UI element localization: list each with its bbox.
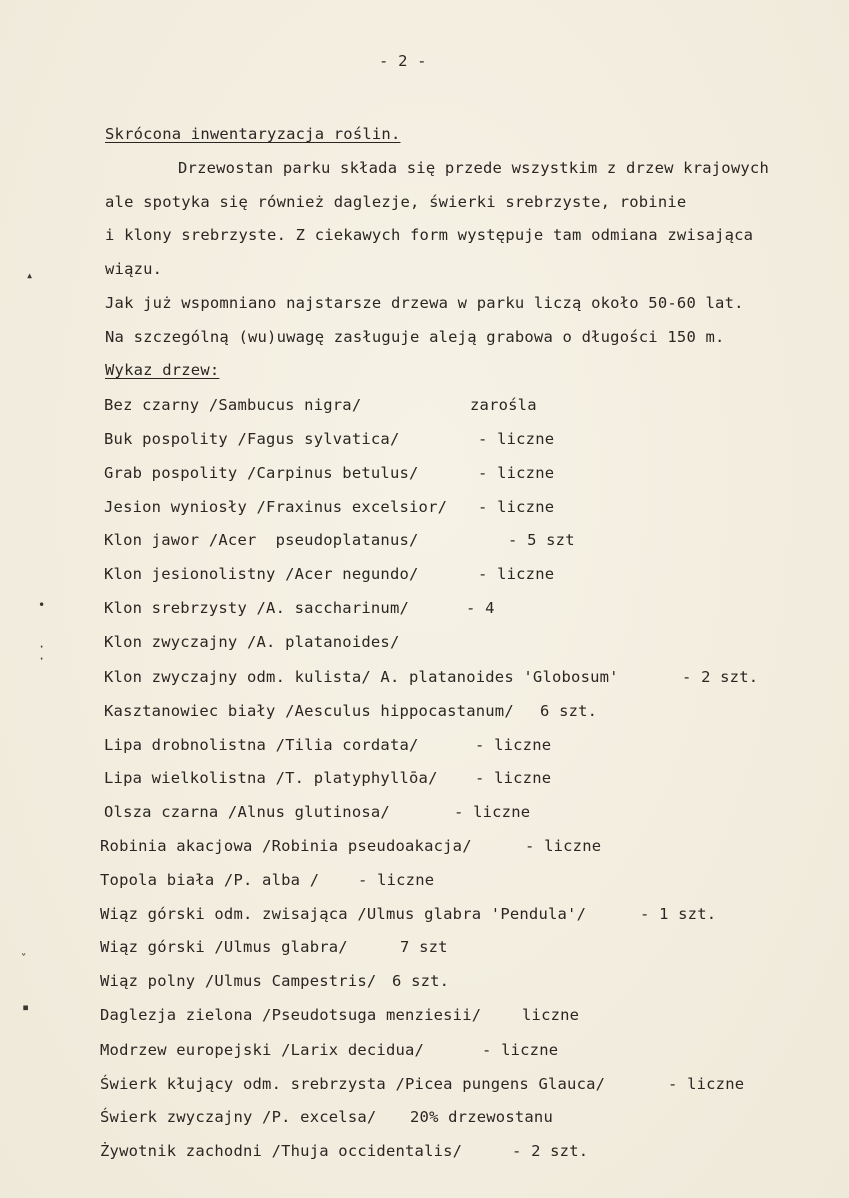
tree-name: Jesion wyniosły /Fraxinus excelsior/ bbox=[104, 498, 448, 516]
tree-note: - liczne bbox=[482, 1041, 559, 1059]
tree-name: Olsza czarna /Alnus glutinosa/ bbox=[104, 803, 390, 821]
margin-mark: ˇ bbox=[20, 952, 28, 966]
tree-note: - liczne bbox=[668, 1075, 745, 1093]
tree-name: Klon jesionolistny /Acer negundo/ bbox=[104, 565, 419, 583]
tree-note: - liczne bbox=[358, 871, 435, 889]
tree-name: Lipa wielkolistna /T. platyphyllōa/ bbox=[104, 769, 438, 787]
tree-name: Kasztanowiec biały /Aesculus hippocastanum/ bbox=[104, 702, 514, 720]
tree-name: Klon zwyczajny odm. kulista/ A. platanoides 'Globosum' bbox=[104, 668, 619, 686]
tree-note: - 2 szt. bbox=[682, 668, 759, 686]
page-number: - 2 - bbox=[379, 52, 427, 70]
tree-name: Klon jawor /Acer pseudoplatanus/ bbox=[104, 531, 419, 549]
tree-note: - 2 szt. bbox=[512, 1142, 589, 1160]
tree-name: Grab pospolity /Carpinus betulus/ bbox=[104, 464, 419, 482]
margin-mark: ▪ bbox=[22, 1000, 30, 1014]
intro-line: Drzewostan parku składa się przede wszystkim z drzew krajowych bbox=[178, 159, 769, 177]
tree-note: - liczne bbox=[478, 565, 555, 583]
intro-line: wiązu. bbox=[105, 260, 163, 278]
intro-line: Na szczególną (wu)uwagę zasługuje aleją grabowa o długości 150 m. bbox=[105, 328, 725, 346]
tree-note: liczne bbox=[522, 1006, 580, 1024]
tree-note: 20% drzewostanu bbox=[410, 1108, 553, 1126]
margin-mark: · bbox=[38, 652, 46, 666]
tree-name: Klon srebrzysty /A. saccharinum/ bbox=[104, 599, 410, 617]
tree-note: - liczne bbox=[478, 464, 555, 482]
tree-name: Topola biała /P. alba / bbox=[100, 871, 320, 889]
tree-note: - liczne bbox=[475, 736, 552, 754]
tree-note: - 4 bbox=[466, 599, 495, 617]
intro-line: ale spotyka się również daglezje, świerki srebrzyste, robinie bbox=[105, 193, 687, 211]
tree-name: Klon zwyczajny /A. platanoides/ bbox=[104, 633, 400, 651]
tree-note: 6 szt. bbox=[392, 972, 450, 990]
tree-note: - liczne bbox=[478, 498, 555, 516]
tree-name: Wiąz górski odm. zwisająca /Ulmus glabra 'Pendula'/ bbox=[100, 905, 587, 923]
tree-note: - liczne bbox=[525, 837, 602, 855]
tree-name: Bez czarny /Sambucus nigra/ bbox=[104, 396, 362, 414]
tree-note: - 1 szt. bbox=[640, 905, 717, 923]
tree-note: - liczne bbox=[478, 430, 555, 448]
list-title: Wykaz drzew: bbox=[105, 361, 220, 379]
section-title: Skrócona inwentaryzacja roślin. bbox=[105, 125, 401, 143]
margin-mark: ▴ bbox=[26, 268, 34, 282]
tree-name: Świerk kłujący odm. srebrzysta /Picea pungens Glauca/ bbox=[100, 1075, 606, 1093]
tree-note: - 5 szt bbox=[508, 531, 575, 549]
margin-mark: · bbox=[38, 640, 46, 654]
intro-line: Jak już wspomniano najstarsze drzewa w parku liczą około 50-60 lat. bbox=[105, 294, 744, 312]
tree-name: Robinia akacjowa /Robinia pseudoakacja/ bbox=[100, 837, 472, 855]
tree-note: - liczne bbox=[454, 803, 531, 821]
tree-name: Modrzew europejski /Larix decidua/ bbox=[100, 1041, 425, 1059]
tree-name: Daglezja zielona /Pseudotsuga menziesii/ bbox=[100, 1006, 482, 1024]
tree-note: zarośla bbox=[470, 396, 537, 414]
tree-name: Wiąz górski /Ulmus glabra/ bbox=[100, 938, 348, 956]
margin-mark: • bbox=[38, 598, 46, 612]
tree-name: Świerk zwyczajny /P. excelsa/ bbox=[100, 1108, 377, 1126]
tree-name: Wiąz polny /Ulmus Campestris/ bbox=[100, 972, 377, 990]
tree-name: Żywotnik zachodni /Thuja occidentalis/ bbox=[100, 1142, 463, 1160]
tree-note: 7 szt bbox=[400, 938, 448, 956]
tree-note: 6 szt. bbox=[540, 702, 598, 720]
tree-name: Buk pospolity /Fagus sylvatica/ bbox=[104, 430, 400, 448]
tree-note: - liczne bbox=[475, 769, 552, 787]
intro-line: i klony srebrzyste. Z ciekawych form występuje tam odmiana zwisająca bbox=[105, 226, 754, 244]
tree-name: Lipa drobnolistna /Tilia cordata/ bbox=[104, 736, 419, 754]
